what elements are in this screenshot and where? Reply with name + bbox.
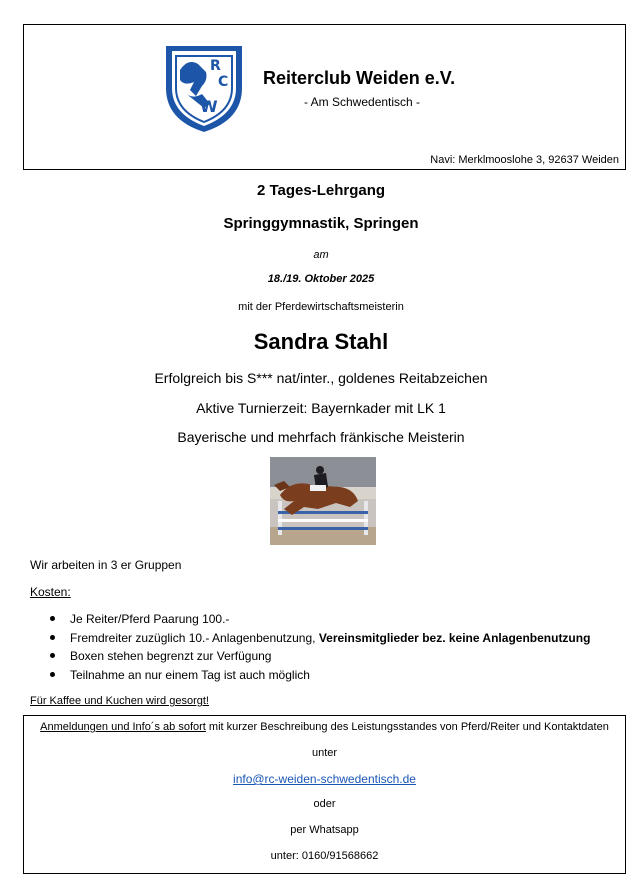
email-line (24, 772, 625, 786)
kaffee-note: Für Kaffee und Kuchen wird gesorgt! (30, 695, 209, 707)
registration-rest: mit kurzer Beschreibung des Leistungsstandes von Pferd/Reiter und Kontaktdaten (205, 721, 609, 733)
navi-address: Navi: Merklmooslohe 3, 92637 Weiden (430, 154, 619, 166)
oder-label: oder (313, 798, 336, 810)
email-link[interactable]: info@rc-weiden-schwedentisch.de (233, 772, 416, 786)
cost-list (30, 610, 590, 684)
header-box (23, 24, 626, 170)
cost-item-text: Fremdreiter zuzüglich 10.- Anlagenbenutzung, (70, 630, 319, 645)
svg-text:W: W (200, 97, 218, 116)
event-date: 18./19. Oktober 2025 (267, 273, 375, 285)
cost-item-text: Boxen stehen begrenzt zur Verfügung (70, 649, 272, 663)
cost-item (30, 647, 590, 666)
svg-text:R: R (210, 58, 221, 74)
registration-line (24, 721, 625, 733)
kosten-label: Kosten: (30, 585, 71, 599)
achievement-2: Aktive Turnierzeit: Bayernkader mit LK 1 (196, 400, 446, 416)
contact-box (23, 715, 626, 874)
cost-item (30, 666, 590, 685)
show-jumping-photo (270, 457, 376, 545)
cost-item-text: Teilnahme an nur einem Tag ist auch möglich (70, 667, 310, 682)
club-subtitle: - Am Schwedentisch - (304, 95, 421, 109)
unter-label: unter (311, 747, 338, 759)
phone-number: unter: 0160/91568662 (270, 850, 379, 862)
cost-item-text: Je Reiter/Pferd Paarung 100.- (70, 612, 230, 626)
svg-text:C: C (218, 74, 229, 90)
instructor-name: Sandra Stahl (253, 329, 389, 354)
club-logo (162, 42, 246, 134)
registration-lead: Anmeldungen und Info´s ab sofort (40, 721, 206, 733)
achievement-1: Erfolgreich bis S*** nat/inter., goldenes Reitabzeichen (154, 370, 488, 386)
event-subtitle: Springgymnastik, Springen (223, 215, 419, 232)
event-title: 2 Tages-Lehrgang (256, 182, 386, 199)
cost-item-bold: Vereinsmitglieder bez. keine Anlagenbenutzung (318, 630, 591, 645)
instructor-intro: mit der Pferdewirtschaftsmeisterin (238, 301, 404, 313)
cost-item (30, 610, 590, 629)
club-name: Reiterclub Weiden e.V. (263, 68, 456, 88)
achievement-3: Bayerische und mehrfach fränkische Meisterin (177, 429, 465, 445)
whatsapp-label: per Whatsapp (290, 824, 359, 836)
am-label: am (313, 249, 329, 261)
groups-text: Wir arbeiten in 3 er Gruppen (30, 558, 182, 572)
cost-item (30, 629, 590, 648)
